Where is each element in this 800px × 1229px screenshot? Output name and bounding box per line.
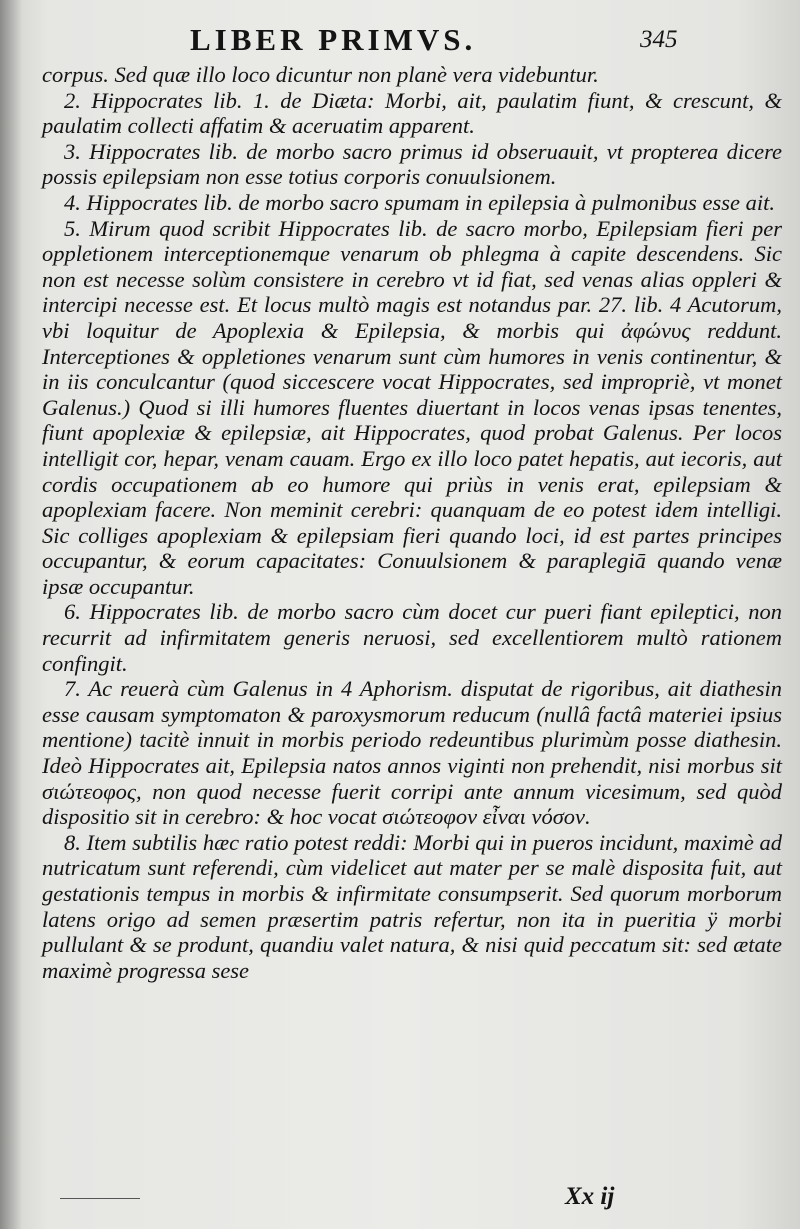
paragraph-4: 4. Hippocrates lib. de morbo sacro spumam in epilepsia à pulmonibus esse ait.	[64, 189, 776, 215]
paragraph-3: 3. Hippocrates lib. de morbo sacro primus id obseruauit, vt propterea dicere possis epilepsiam non esse totius corporis conuulsionem.	[42, 138, 782, 190]
paragraph-2: 2. Hippocrates lib. 1. de Diæta: Morbi, ait, paulatim fiunt, & crescunt, & paulatim collecti affatim & aceruatim apparent.	[42, 87, 782, 139]
paragraph-continuation: corpus. Sed quæ illo loco dicuntur non planè vera videbuntur.	[42, 62, 599, 87]
body-text	[42, 62, 782, 983]
paragraph-5: 5. Mirum quod scribit Hippocrates lib. de sacro morbo, Epilepsiam fieri per oppletionem interceptionemque venarum ob phlegma à capite descendens. Sic non est necesse solùm consistere in cerebro vt id fiat, sed venas alias oppleri & intercipi necesse est. Et locus multò magis est notandus par. 27. lib. 4 Acutorum, vbi loquitur de Apoplexia & Epilepsia, & morbis qui ἀφώνυς reddunt. Interceptiones & oppletiones venarum sunt cùm humores in venis continentur, & in iis conculcantur (quod siccescere vocat Hippocrates, sed impropriè, vt monet Galenus.) Quod si illi humores fluentes diuertant in locos venas ipsas tenentes, fiunt apoplexiæ & epilepsiæ, ait Hippocrates, quod probat Galenus. Per locos intelligit cor, hepar, venam cauam. Ergo ex illo loco patet hepatis, aut iecoris, aut cordis occupationem ab eo humore qui priùs in venis erat, epilepsiam & apoplexiam facere. Non meminit cerebri: quanquam de eo potest idem intelligi. Sic colliges apoplexiam & epilepsiam fieri quando loci, id est partes principes occupantur, & eorum capacitates: Conuulsionem & paraplegiā quando venæ ipsæ occupantur.	[42, 215, 782, 599]
paragraph-7: 7. Ac reuerà cùm Galenus in 4 Aphorism. disputat de rigoribus, ait diathesin esse causam symptomaton & paroxysmorum reducum (nullâ factâ materiei ipsius mentione) tacitè innuit in morbis periodo redeuntibus plurimùm posse diathesin. Ideò Hippocrates ait, Epilepsia natos annos viginti non prehendit, nisi morbus sit σιώτεοφος, non quod necesse fuerit corripi ante annum vicesimum, sed quòd dispositio sit in cerebro: & hoc vocat σιώτεοφον εἶναι νόσον.	[42, 676, 782, 830]
page-gutter-shadow	[0, 0, 22, 1229]
signature-mark: Xx ij	[565, 1183, 615, 1210]
page-header	[0, 22, 800, 62]
paragraph-6: 6. Hippocrates lib. de morbo sacro cùm docet cur pueri fiant epileptici, non recurrit ad infirmitatem generis neruosi, sed excellentiorem multò rationem confingit.	[42, 599, 782, 676]
bottom-rule	[60, 1198, 140, 1199]
page-number: 345	[640, 26, 678, 53]
running-head: LIBER PRIMVS.	[190, 22, 477, 57]
paragraph-8: 8. Item subtilis hæc ratio potest reddi: Morbi qui in pueros incidunt, maximè ad nutricatum sunt referendi, cùm videlicet aut mater per se malè disposita fuit, aut gestationis tempus in morbis & infirmitate consumpserit. Sed quorum morborum latens origo ad semen præsertim patris refertur, non ita in pueritia ÿ morbi pullulant & se produnt, quandiu valet natura, & nisi quid peccatum sit: sed ætate maximè progressa sese	[42, 829, 782, 983]
